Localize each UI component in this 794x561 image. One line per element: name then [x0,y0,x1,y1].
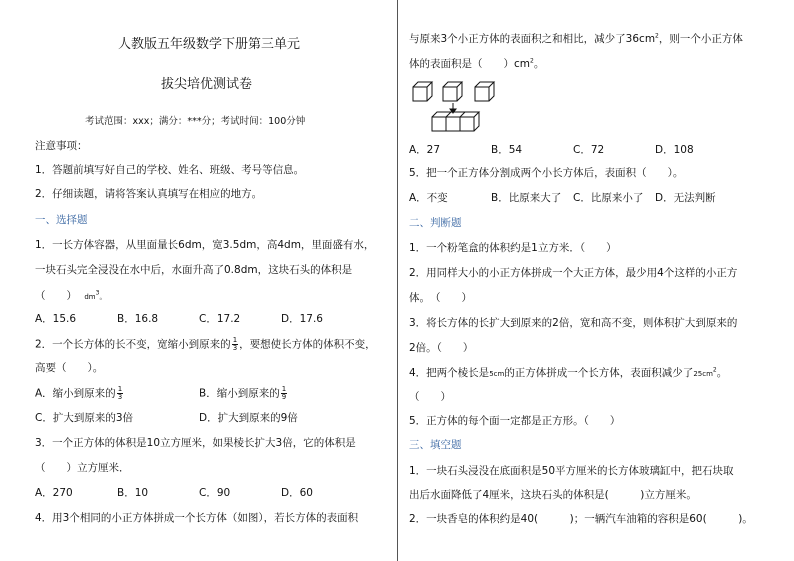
q4-line2: 与原来3个小正方体的表面积之和相比，减少了$36cm^2$，则一个小正方体 [409,32,743,45]
q1-unit: dm [84,293,96,301]
q3-line1: 3．一个正方体的体积是10立方厘米，如果棱长扩大3倍，它的体积是 [35,437,356,449]
notice-heading: 注意事项： [35,140,88,152]
q2-option-d: D．扩大到原来的9倍 [199,412,298,424]
cuboid [432,112,479,131]
exam-subtitle: 拔尖培优测试卷 [161,77,253,92]
q1-line1: 1．一长方体容器，从里面量长6dm，宽3.5dm，高4dm，里面盛有水， [35,239,375,251]
q1-option-b: B．16.8 [117,313,159,325]
exam-info: 考试范围：xxx；满分：***分；考试时间：100分钟 [85,116,306,127]
judge-5: 5．正方体的每个面一定都是正方形。（ ） [409,415,621,427]
q2-text-a: 2．一个长方体的长不变，宽缩小到原来的 [35,338,231,351]
q4-line1: 4．用3个相同的小正方体拼成一个长方体（如图），若长方体的表面积 [35,512,359,524]
q1-line2: 一块石头完全浸没在水中后，水面升高了0.8dm，这块石头的体积是 [35,264,353,276]
cube-1 [413,82,432,101]
q1-option-d: D．17.6 [281,313,323,325]
fill-1-line2: 出后水面降低了4厘米，这块石头的体积是( )立方厘米。 [409,489,697,501]
judge-3-line1: 3．将长方体的长扩大到原来的2倍，宽和高不变，则体积扩大到原来的 [409,317,738,329]
q2-option-b: B．缩小到原来的 $\frac{1}{9}$ [199,385,287,401]
q3-option-d: D．60 [281,487,313,499]
section-judge: 二、判断题 [409,217,462,229]
q5-option-c: C．比原来小了 [573,192,644,204]
q2-option-a: A．缩小到原来的 $\frac{1}{3}$ [35,385,123,401]
cube-3 [475,82,494,101]
judge-2-line2: 体。 （ ） [409,292,472,304]
q1-option-c: C．17.2 [199,313,241,325]
q2-fraction: $\frac{1}{3}$ [232,336,238,352]
q3-line2: （ ）立方厘米． [35,462,130,474]
q1-line3 [35,289,106,304]
q4-option-c: C．72 [573,144,605,156]
q4-option-b: B．54 [491,144,523,156]
exam-title: 人教版五年级数学下册第三单元 [118,37,301,52]
q3-option-b: B．10 [117,487,149,499]
q1-option-a: A．15.6 [35,313,77,325]
notice-2: 2．仔细读题，请将答案认真填写在相应的地方。 [35,188,263,200]
q4-line3: 体的表面积是（ ）$cm^2$。 [409,57,545,70]
cubes-figure [412,80,502,135]
section-choice: 一、选择题 [35,214,88,226]
q3-option-a: A．270 [35,487,73,499]
q2-line2: 高要（ ）。 [35,362,104,374]
q1-unit-end: 。 [99,293,107,301]
q5-option-b: B．比原来大了 [491,192,562,204]
section-fill: 三、填空题 [409,439,462,451]
q1-unit-sup: 3 [95,289,100,297]
q2-option-c: C．扩大到原来的3倍 [35,412,134,424]
q5-option-a: A．不变 [409,192,448,204]
judge-4-line2: （ ） [409,391,451,403]
q4-option-d: D．108 [655,144,694,156]
fill-2: 2．一块香皂的体积约是40( )；一辆汽车油箱的容积是60( )。 [409,513,753,525]
q4-option-a: A．27 [409,144,441,156]
judge-2-line1: 2．用同样大小的小正方体拼成一个大正方体，最少用4个这样的小正方 [409,267,738,279]
cube-2 [443,82,462,101]
q2-text-b: ，要想使长方体的体积不变， [239,338,376,351]
q5-option-d: D．无法判断 [655,192,716,204]
judge-3-line2: 2倍。（ ） [409,342,474,354]
judge-1: 1．一个粉笔盒的体积约是1立方米．（ ） [409,242,617,254]
q1-blank: （ ） [35,290,77,302]
notice-1: 1．答题前填写好自己的学校、姓名、班级、考号等信息。 [35,164,305,176]
judge-4-line1: 4．把两个棱长是5cm的正方体拼成一个长方体，表面积减少了$25cm^2$。 [409,366,728,379]
fill-1-line1: 1．一块石头浸没在底面积是50平方厘米的长方体玻璃缸中，把石块取 [409,465,734,477]
q3-option-c: C．90 [199,487,231,499]
q5-line1: 5．把一个正方体分割成两个小长方体后，表面积（ ）。 [409,167,684,179]
q2-line1 [35,337,376,352]
column-divider [397,0,398,561]
